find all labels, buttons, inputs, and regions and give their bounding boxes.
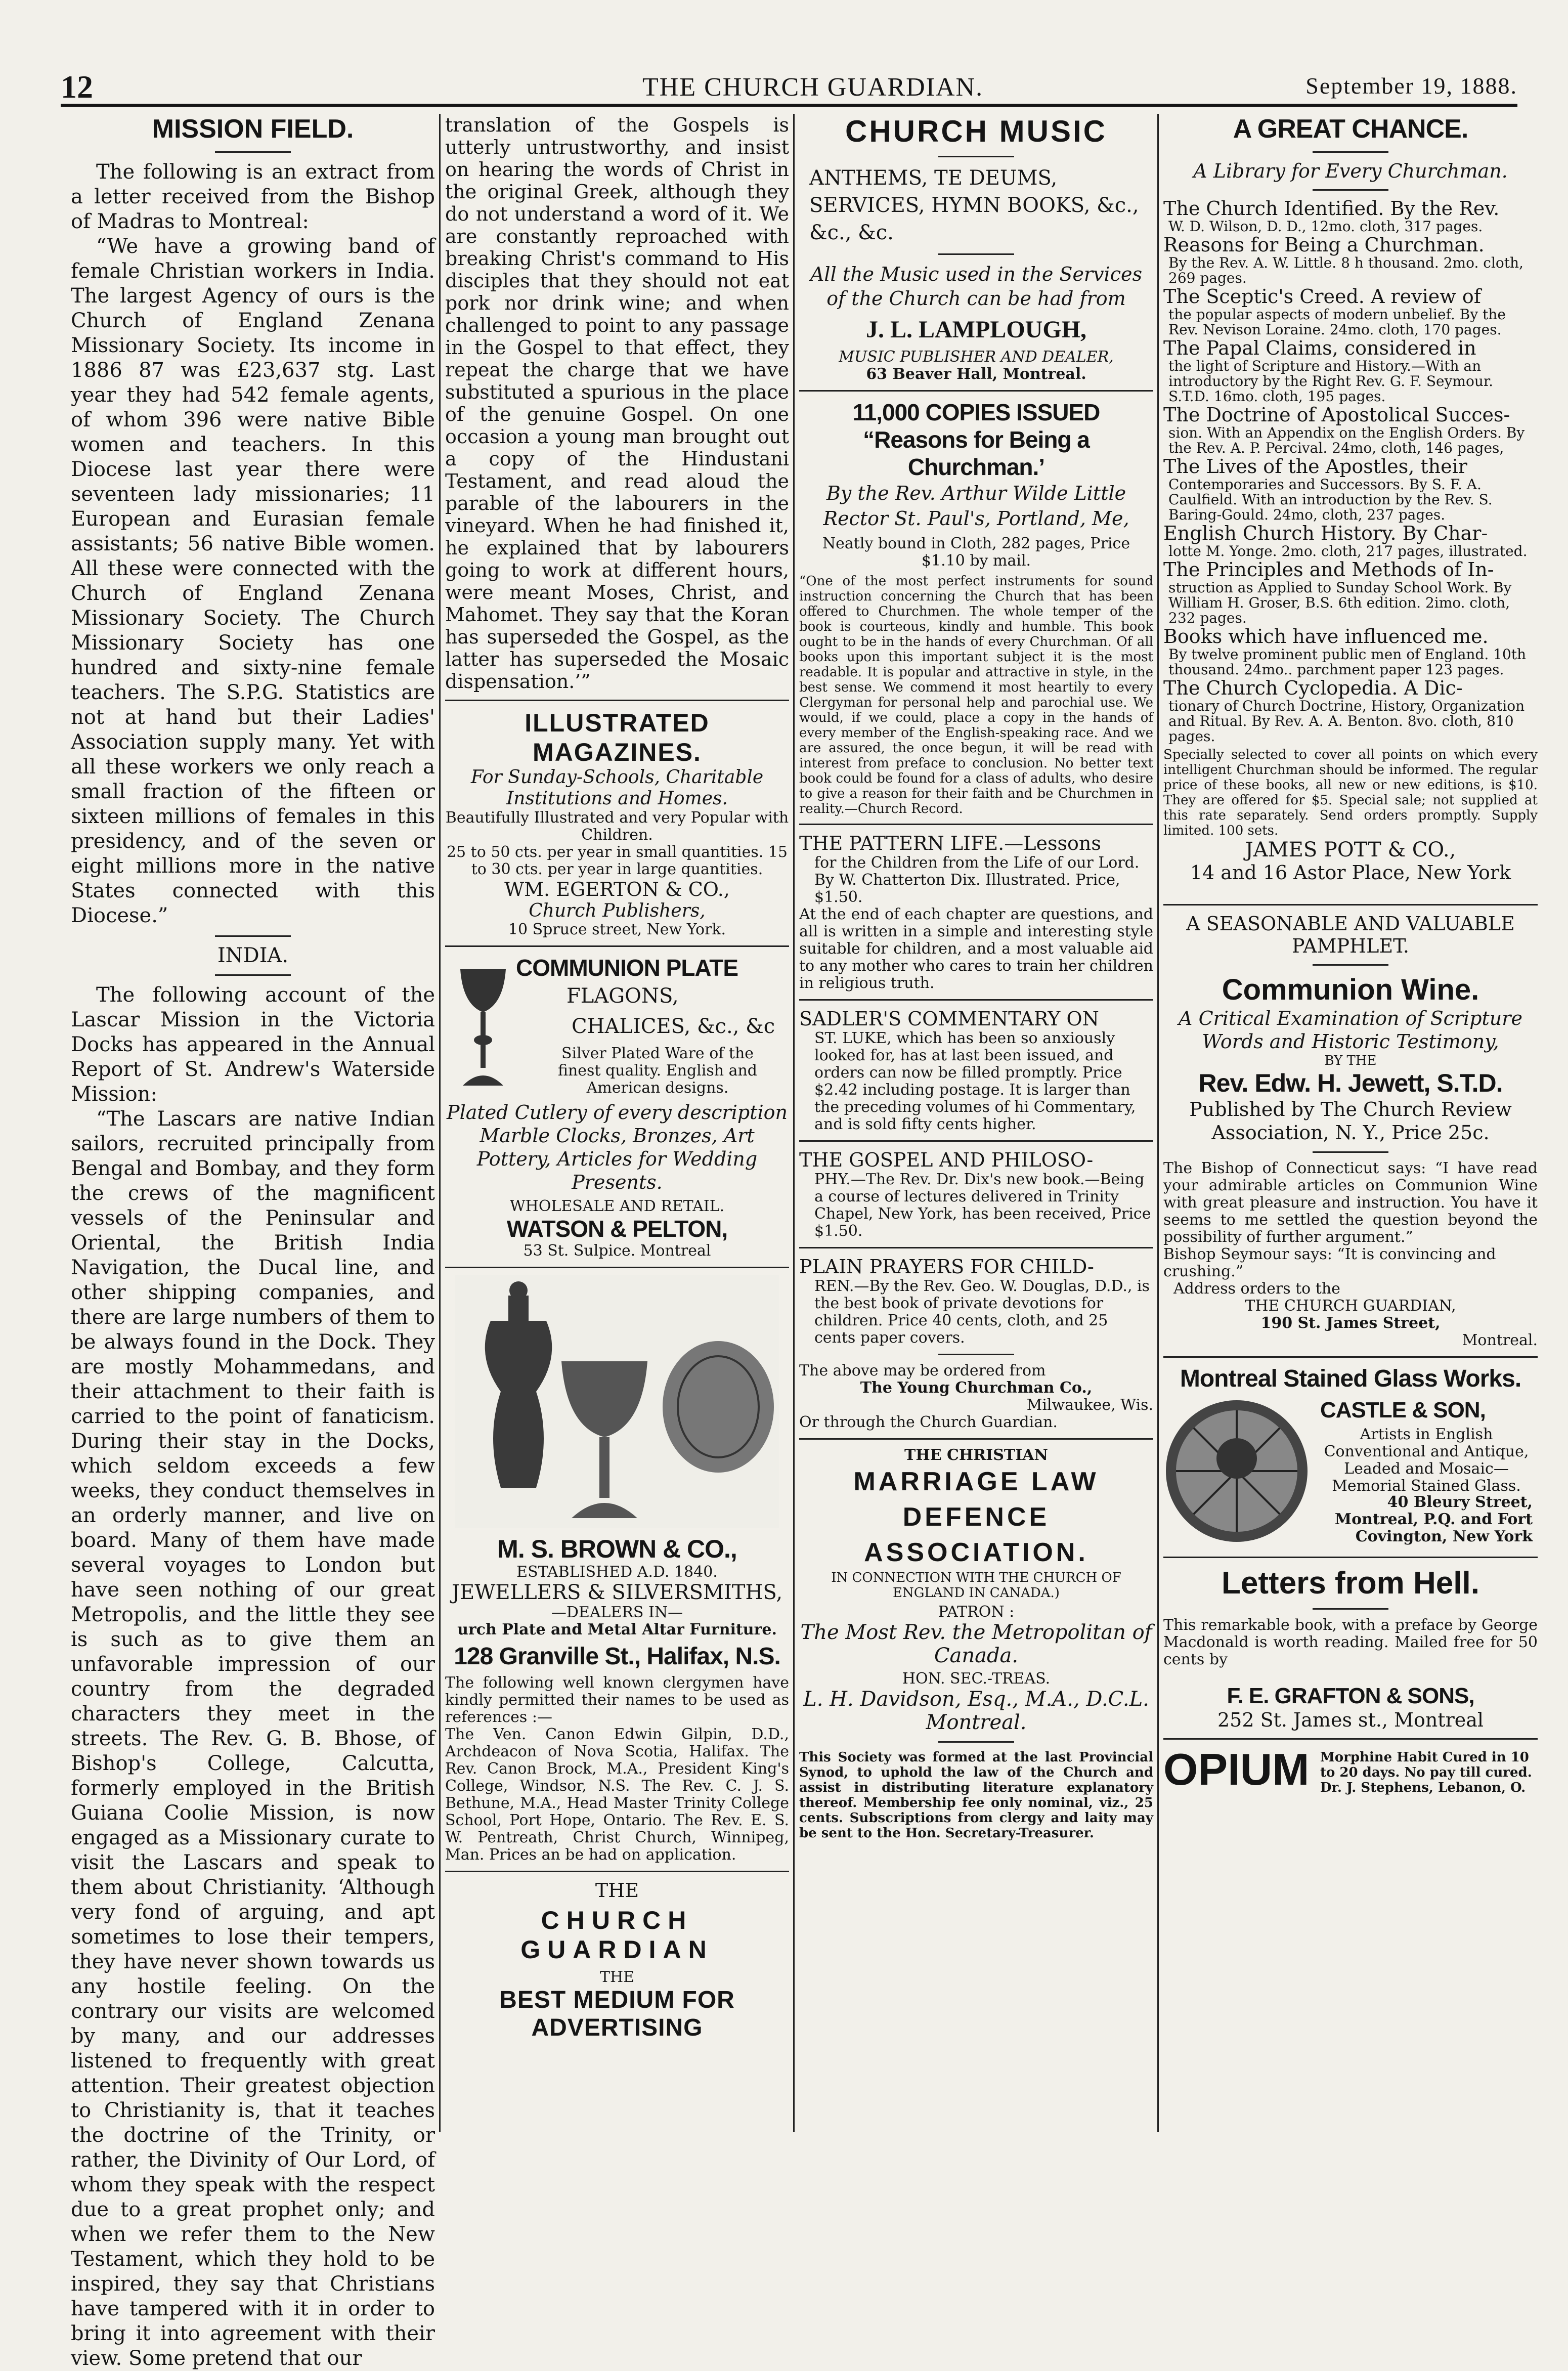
divider bbox=[938, 1354, 1014, 1355]
great-chance-note: Specially selected to cover all points on which every intelligent Churchman should be informed. The regular price of these books, all new or new editions, is $10. They are offered for $5. Special sale; not supplied at this rate separately. Send orders promptly. Supply limited. 100 sets. bbox=[1163, 747, 1538, 838]
book-detail: sion. With an Appendix on the English Orders. By the Rev. A. P. Percival. 24mo, cloth, 146 pages, bbox=[1168, 424, 1525, 456]
music-all: All the Music used in the Services of the Church can be had from bbox=[810, 263, 1142, 310]
stained-glass-ad bbox=[1163, 1398, 1538, 1549]
divider bbox=[215, 935, 291, 937]
mission-field-heading: MISSION FIELD. bbox=[152, 114, 354, 144]
castle-firm: CASTLE & SON, bbox=[1320, 1398, 1486, 1422]
letters-from-hell-heading: Letters from Hell. bbox=[1222, 1566, 1479, 1601]
pamphlet-heading: A SEASONABLE AND VALUABLE PAMPHLET. bbox=[1186, 913, 1515, 957]
music-list: ANTHEMS, TE DEUMS, SERVICES, HYMN BOOKS, &c., &c., &c. bbox=[809, 166, 1139, 244]
book-title: The Lives of the Apostles, their bbox=[1163, 455, 1467, 478]
divider bbox=[799, 1247, 1153, 1248]
divider bbox=[445, 1871, 789, 1872]
wine-address-city: Montreal. bbox=[1462, 1331, 1538, 1349]
column-divider bbox=[439, 114, 441, 2132]
castle-description: Artists in English Conventional and Antique, Leaded and Mosaic—Memorial Stained Glass. bbox=[1324, 1426, 1529, 1495]
pott-address: 14 and 16 Astor Place, New York bbox=[1190, 861, 1511, 884]
divider bbox=[799, 390, 1153, 392]
lamplough-name: J. L. LAMPLOUGH, bbox=[865, 316, 1086, 343]
book-list-item bbox=[1163, 286, 1538, 337]
book-list-item bbox=[1163, 523, 1538, 559]
column-two bbox=[445, 114, 789, 2132]
divider bbox=[1313, 1608, 1388, 1610]
column-divider bbox=[1157, 114, 1159, 2132]
ms-brown-address: 128 Granville St., Halifax, N.S. bbox=[454, 1643, 780, 1670]
assoc-name: MARRIAGE LAW DEFENCE ASSOCIATION. bbox=[853, 1467, 1099, 1567]
grafton-address: 252 St. James st., Montreal bbox=[1217, 1709, 1484, 1731]
india-heading: INDIA. bbox=[217, 944, 289, 967]
communion-wine-heading: Communion Wine. bbox=[1222, 973, 1479, 1006]
stained-glass-heading: Montreal Stained Glass Works. bbox=[1180, 1365, 1521, 1392]
book-detail: struction as Applied to Sunday School Work. By William H. Groser, B.S. 6th edition. 2imo. cloth, 232 pages. bbox=[1168, 579, 1512, 626]
assoc-description: This Society was formed at the last Provincial Synod, to uphold the law of the Church and assist in distributing literature explanatory thereof. Membership fee only nominal, viz., 25 cents. Subscriptions from clergy and laity may be sent to the Hon. Secretary-Treasurer. bbox=[799, 1750, 1153, 1841]
great-chance-subtitle: A Library for Every Churchman. bbox=[1193, 160, 1508, 182]
assoc-secretary-label: HON. SEC.-TREAS. bbox=[902, 1670, 1051, 1688]
column-mission-field bbox=[71, 114, 435, 2370]
column-divider bbox=[793, 114, 795, 2132]
divider bbox=[445, 945, 789, 947]
assoc-connection: IN CONNECTION WITH THE CHURCH OF ENGLAND IN CANADA.) bbox=[831, 1570, 1121, 1601]
divider bbox=[799, 1140, 1153, 1142]
ms-brown-established: ESTABLISHED A.D. 1840. bbox=[516, 1563, 718, 1581]
book-list-item bbox=[1163, 559, 1538, 626]
book-detail: the light of Scripture and History.—With an introductory by the Right Rev. G. F. Seymour. S.T.D. 16mo. cloth, 195 pages. bbox=[1168, 358, 1494, 405]
communion-wine-subtitle: A Critical Examination of Scripture Words and Historic Testimony, bbox=[1179, 1007, 1522, 1053]
references-list: The Ven. Canon Edwin Gilpin, D.D., Archdeacon of Nova Scotia, Halifax. The Rev. Canon Brock, M.A., President King's College, Windsor, N.S. The Rev. C. J. S. Bethune, M.A., Head Master Trinity College School, Port Hope, Ontario. The Rev. E. S. W. Pentreath, Christ Church, Winnipeg, Man. Prices an be had on application. bbox=[445, 1726, 789, 1864]
divider bbox=[1163, 904, 1538, 906]
divider bbox=[1163, 1356, 1538, 1358]
grafton-firm: F. E. GRAFTON & SONS, bbox=[1227, 1684, 1474, 1708]
references-intro: The following well known clergymen have kindly permitted their names to be used as references :— bbox=[445, 1674, 789, 1726]
order-line: The above may be ordered from bbox=[799, 1362, 1046, 1380]
assoc-patron: The Most Rev. the Metropolitan of Canada. bbox=[800, 1621, 1152, 1667]
chalices-label: CHALICES, &c., &c bbox=[572, 1015, 775, 1038]
divider bbox=[799, 824, 1153, 825]
communion-wine-publisher: Published by The Church Review Association, N. Y., Price 25c. bbox=[1189, 1098, 1512, 1144]
great-chance-heading: A GREAT CHANCE. bbox=[1233, 114, 1468, 144]
egerton-role: Church Publishers, bbox=[529, 900, 706, 921]
ms-brown-trade: JEWELLERS & SILVERSMITHS, bbox=[451, 1581, 783, 1604]
plain-prayers-title: PLAIN PRAYERS FOR CHILD- bbox=[799, 1256, 1094, 1278]
book-list-item bbox=[1163, 456, 1538, 523]
plain-prayers-desc: REN.—By the Rev. Geo. W. Douglas, D.D., is the best book of private devotions for children. Price 40 cents, cloth, and 25 cents paper covers. bbox=[814, 1277, 1150, 1347]
divider bbox=[799, 1438, 1153, 1440]
book-list-item bbox=[1163, 677, 1538, 744]
book-list-item bbox=[1163, 198, 1538, 234]
stained-glass-medallion-icon bbox=[1163, 1398, 1310, 1544]
order-city: Milwaukee, Wis. bbox=[1026, 1396, 1153, 1414]
plate-more-goods: Plated Cutlery of every description Marble Clocks, Bronzes, Art Pottery, Articles for Wedding Presents. bbox=[447, 1101, 788, 1193]
pott-firm: JAMES POTT & CO., bbox=[1245, 838, 1456, 861]
book-list-item bbox=[1163, 234, 1538, 286]
book-title: English Church History. By Char- bbox=[1163, 522, 1488, 544]
divider bbox=[938, 253, 1014, 255]
divider bbox=[215, 974, 291, 976]
book-detail: the popular aspects of modern unbelief. By the Rev. Nevison Loraine. 24mo. cloth, 170 pages. bbox=[1168, 306, 1506, 338]
column-four bbox=[1163, 114, 1538, 2132]
book-title: The Church Identified. By the Rev. bbox=[1163, 197, 1500, 220]
divider bbox=[1313, 1151, 1388, 1153]
page-number: 12 bbox=[61, 69, 93, 105]
column-three bbox=[799, 114, 1153, 2132]
seymour-quote: Bishop Seymour says: “It is convincing and crushing.” bbox=[1163, 1245, 1496, 1280]
churchman-book-title: “Reasons for Being a Churchman.’ bbox=[863, 426, 1090, 480]
book-list-item bbox=[1163, 404, 1538, 456]
ms-brown-firm: M. S. BROWN & CO., bbox=[497, 1535, 737, 1563]
pattern-life-title: THE PATTERN LIFE.—Lessons bbox=[799, 832, 1101, 854]
dealers-in: —DEALERS IN— bbox=[551, 1604, 683, 1621]
guardian-ad-the: THE bbox=[595, 1879, 639, 1902]
opium-word: OPIUM bbox=[1163, 1744, 1310, 1794]
book-title: The Sceptic's Creed. A review of bbox=[1163, 285, 1481, 308]
divider bbox=[445, 1267, 789, 1268]
divider bbox=[1313, 151, 1388, 153]
pattern-life-more: At the end of each chapter are questions, and all is written in a simple and interesting style suitable for children, and a most valuable aid to any mother who cares to train her children in religious truth. bbox=[799, 906, 1153, 992]
book-detail: By twelve prominent public men of England. 10th thousand. 24mo.. parchment paper 123 pages. bbox=[1168, 646, 1527, 678]
divider bbox=[1313, 964, 1388, 966]
divider bbox=[938, 156, 1014, 157]
magazines-description: Beautifully Illustrated and very Popular with Children. bbox=[445, 809, 789, 844]
lamplough-address: 63 Beaver Hall, Montreal. bbox=[866, 365, 1086, 383]
divider bbox=[215, 151, 291, 153]
copies-issued-heading: 11,000 COPIES ISSUED bbox=[852, 399, 1100, 425]
communion-wine-by: BY THE bbox=[1324, 1053, 1377, 1068]
magazines-subtitle: For Sunday-Schools, Charitable Institutions and Homes. bbox=[470, 767, 764, 809]
divider bbox=[1163, 1738, 1538, 1740]
opium-ad bbox=[1163, 1744, 1538, 1797]
watson-pelton-firm: WATSON & PELTON, bbox=[506, 1216, 728, 1242]
divider bbox=[445, 700, 789, 701]
egerton-address: 10 Spruce street, New York. bbox=[508, 921, 726, 938]
guardian-ad-the-2: THE bbox=[599, 1968, 635, 1986]
guardian-ad-name: CHURCH GUARDIAN bbox=[520, 1906, 714, 1964]
mission-intro: The following is an extract from a letter received from the Bishop of Madras to Montreal: bbox=[71, 160, 435, 233]
magazines-heading: ILLUSTRATED MAGAZINES. bbox=[525, 709, 710, 766]
order-firm: The Young Churchman Co., bbox=[860, 1379, 1093, 1397]
churchman-book-author: By the Rev. Arthur Wilde Little Rector St. Paul's, Portland, Me, bbox=[823, 482, 1129, 530]
chalice-icon bbox=[455, 964, 511, 1091]
masthead-title: THE CHURCH GUARDIAN. bbox=[642, 73, 984, 102]
opium-text: Morphine Habit Cured in 10 to 20 days. No pay till cured. Dr. J. Stephens, Lebanon, O. bbox=[1320, 1750, 1532, 1795]
assoc-the: THE CHRISTIAN bbox=[904, 1446, 1048, 1464]
book-title: The Doctrine of Apostolical Succes- bbox=[1163, 404, 1510, 426]
divider bbox=[1313, 189, 1388, 191]
india-intro: The following account of the Lascar Mission in the Victoria Docks has appeared in the Annual Report of St. Andrew's Waterside Mission: bbox=[71, 983, 435, 1106]
book-title: Books which have influenced me. bbox=[1163, 625, 1489, 648]
castle-address: 40 Bleury Street, Montreal, P.Q. and Fort Covington, New York bbox=[1334, 1493, 1533, 1545]
order-or: Or through the Church Guardian. bbox=[799, 1413, 1058, 1431]
pattern-life-desc: for the Children from the Life of our Lord. By W. Chatterton Dix. Illustrated. Price, $1.50. bbox=[814, 854, 1140, 906]
communion-plate-heading: COMMUNION PLATE bbox=[516, 955, 738, 981]
book-list bbox=[1163, 198, 1538, 744]
article-continuation: translation of the Gospels is utterly untrustworthy, and insist on hearing the words of Christ in the original Greek, although they do not understand a word of it. We are constantly reproached with breaking Christ's command to His disciples that they should not eat pork nor drink wine; and when challenged to point to any passage in the Gospel to that effect, they repeat the charge that we have substituted a spurious in the place of the genuine Gospel. On one occasion a young man brought out a copy of the Hindustani Testament, and read aloud the parable of the labourers in the vineyard. When he had finished it, he explained that by labourers going to work at different hours, were meant Moses, Christ, and Mahomet. They say that the Koran has superseded the Gospel, as the latter has superseded the Mosaic dispensation.’” bbox=[445, 114, 789, 693]
ms-brown-goods: urch Plate and Metal Altar Furniture. bbox=[457, 1621, 777, 1639]
issue-date: September 19, 1888. bbox=[1305, 73, 1517, 99]
sadler-title: SADLER'S COMMENTARY ON bbox=[799, 1008, 1099, 1030]
communion-wine-author: Rev. Edw. H. Jewett, S.T.D. bbox=[1198, 1069, 1503, 1097]
book-detail: lotte M. Yonge. 2mo. cloth, 217 pages, illustrated. bbox=[1168, 543, 1528, 559]
flagons-label: FLAGONS, bbox=[567, 984, 679, 1008]
letters-from-hell-desc: This remarkable book, with a preface by George Macdonald is worth reading. Mailed free for 50 cents by bbox=[1163, 1616, 1538, 1668]
book-title: The Church Cyclopedia. A Dic- bbox=[1163, 677, 1463, 699]
wine-address-street: 190 St. James Street, bbox=[1260, 1314, 1441, 1332]
bishop-letter: “We have a growing band of female Christian workers in India. The largest Agency of ours is the Church of England Zenana Missionary Society. Its income in 1886 87 was £23,637 stg. Last year they had 542 female agents, of whom 396 were native Bible women and teachers. In this Diocese last year there were seventeen lady missionaries; 11 European and Eurasian female assistants; 56 native Bible women. All these were connected with the Church of England Zenana Missionary Society. The Church Missionary Society has one hundred and sixty-nine female teachers. The S.P.G. Statistics are not at hand but their Ladies' Association supply many. Yet with all these workers we only reach a small fraction of the fifteen or sixteen millions of females in this presidency, and of the seven or eight millions more in the native States connected with this Diocese.” bbox=[71, 235, 435, 927]
churchman-book-binding: Neatly bound in Cloth, 282 pages, Price $1.10 by mail. bbox=[822, 535, 1130, 570]
sadler-desc: ST. LUKE, which has been so anxiously looked for, has at last been issued, and orders can now be filled promptly. Price $2.42 including postage. It is larger than the preceding volumes of hi Commentary, and is sold fifty cents higher. bbox=[814, 1029, 1136, 1133]
divider bbox=[938, 1741, 1014, 1743]
book-detail: tionary of Church Doctrine, History, Organization and Ritual. By Rev. A. A. Benton. 8vo. cloth, 810 pages. bbox=[1168, 698, 1525, 745]
plate-description: Silver Plated Ware of the finest quality. English and American designs. bbox=[557, 1045, 758, 1097]
book-list-item bbox=[1163, 626, 1538, 677]
book-detail: By the Rev. A. W. Little. 8 h thousand. 2mo. cloth, 269 pages. bbox=[1168, 254, 1523, 286]
wine-address-name: THE CHURCH GUARDIAN, bbox=[1245, 1297, 1456, 1315]
wine-address-label: Address orders to the bbox=[1173, 1280, 1340, 1298]
divider bbox=[799, 999, 1153, 1001]
lascar-article: “The Lascars are native Indian sailors, recruited principally from Bengal and Bombay, and they form the crews of the magnificent vessels of the Peninsular and Oriental, the British India Navigation, the Ducal line, and other shipping companies, and there are large numbers of them to be always found in the Dock. They are mostly Mohammedans, and their attachment to their faith is carried to the point of fanaticism. During their stay in the Docks, which seldom exceeds a few weeks, they conduct themselves in an orderly manner, and live on board. Many of them have made several voyages to London but have seen nothing of our great Metropolis, and the little they see is such as to give them an unfavorable impression of our country from the degraded characters they meet in the streets. The Rev. G. B. Bhose, of Bishop's College, Calcutta, formerly employed in the British Guiana Coolie Mission, is now engaged as a Missionary curate to visit the Lascars and speak to them about Christianity. ‘Although very fond of arguing, and apt sometimes to lose their tempers, they have never shown towards us any hostile feeling. On the contrary our visits are welcomed by many, and our addresses listened to frequently with great attention. Their greatest objection to Christianity is, that it teaches the doctrine of the Trinity, or rather, the Divinity of Our Lord, of whom they speak with the respect due to a great prophet only; and when we refer them to the New Testament, which they hold to be inspired, they say that Christians have tampered with it in order to bring it into agreement with their view. Some pretend that our bbox=[71, 1107, 435, 2370]
book-title: The Principles and Methods of In- bbox=[1163, 558, 1494, 581]
church-music-heading: CHURCH MUSIC bbox=[845, 114, 1107, 148]
trade-type: WHOLESALE AND RETAIL. bbox=[509, 1197, 725, 1215]
egerton-firm: WM. EGERTON & CO., bbox=[504, 878, 730, 900]
page-header bbox=[61, 68, 1517, 107]
guardian-ad-medium: BEST MEDIUM FOR ADVERTISING bbox=[499, 1987, 735, 2041]
lamplough-role: MUSIC PUBLISHER AND DEALER, bbox=[839, 348, 1114, 366]
connecticut-quote: The Bishop of Connecticut says: “I have read your admirable articles on Communion Wine with great pleasure and instruction. You have it seems to me settled the question beyond the possibility of further argument.” bbox=[1163, 1159, 1538, 1246]
assoc-secretary: L. H. Davidson, Esq., M.A., D.C.L. Montreal. bbox=[803, 1688, 1149, 1734]
book-title: Reasons for Being a Churchman. bbox=[1163, 234, 1485, 256]
silverware-engraving bbox=[455, 1275, 779, 1528]
churchman-book-review: “One of the most perfect instruments for sound instruction concerning the Church that has been offered to Churchmen. The whole temper of the book is courteous, kindly and humble. This book ought to be in the hands of every Churchman. Of all books upon this important subject it is the most readable. It is popular and attractive in style, in the best sense. We commend it most heartily to every Clergyman for personal help and parochial use. We would, if we could, place a copy in the hands of every member of the English-speaking race. And we are assured, the once begun, it will be read with interest from preface to conclusion. No better text book could be found for a class of adults, who desire to give a reason for their faith and be Churchmen in reality.—Church Record. bbox=[799, 574, 1153, 816]
watson-pelton-address: 53 St. Sulpice. Montreal bbox=[523, 1242, 711, 1260]
divider bbox=[1163, 1557, 1538, 1558]
gospel-desc: PHY.—The Rev. Dr. Dix's new book.—Being a course of lectures delivered in Trinity Chapel, New York, has been received, Price $1.50. bbox=[814, 1171, 1151, 1240]
book-list-item bbox=[1163, 337, 1538, 404]
magazines-prices: 25 to 50 cts. per year in small quantities. 15 to 30 cts. per year in large quantities. bbox=[446, 843, 788, 878]
book-detail: W. D. Wilson, D. D., 12mo. cloth, 317 pages. bbox=[1168, 218, 1483, 235]
gospel-title: THE GOSPEL AND PHILOSO- bbox=[799, 1149, 1094, 1171]
assoc-patron-label: PATRON : bbox=[938, 1603, 1015, 1621]
book-detail: Contemporaries and Successors. By S. F. A. Caulfield. With an introduction by the Rev. S. Baring-Gould. 24mo, cloth, 237 pages. bbox=[1168, 476, 1493, 523]
communion-plate-ad-top bbox=[445, 954, 789, 1101]
book-title: The Papal Claims, considered in bbox=[1163, 337, 1476, 359]
